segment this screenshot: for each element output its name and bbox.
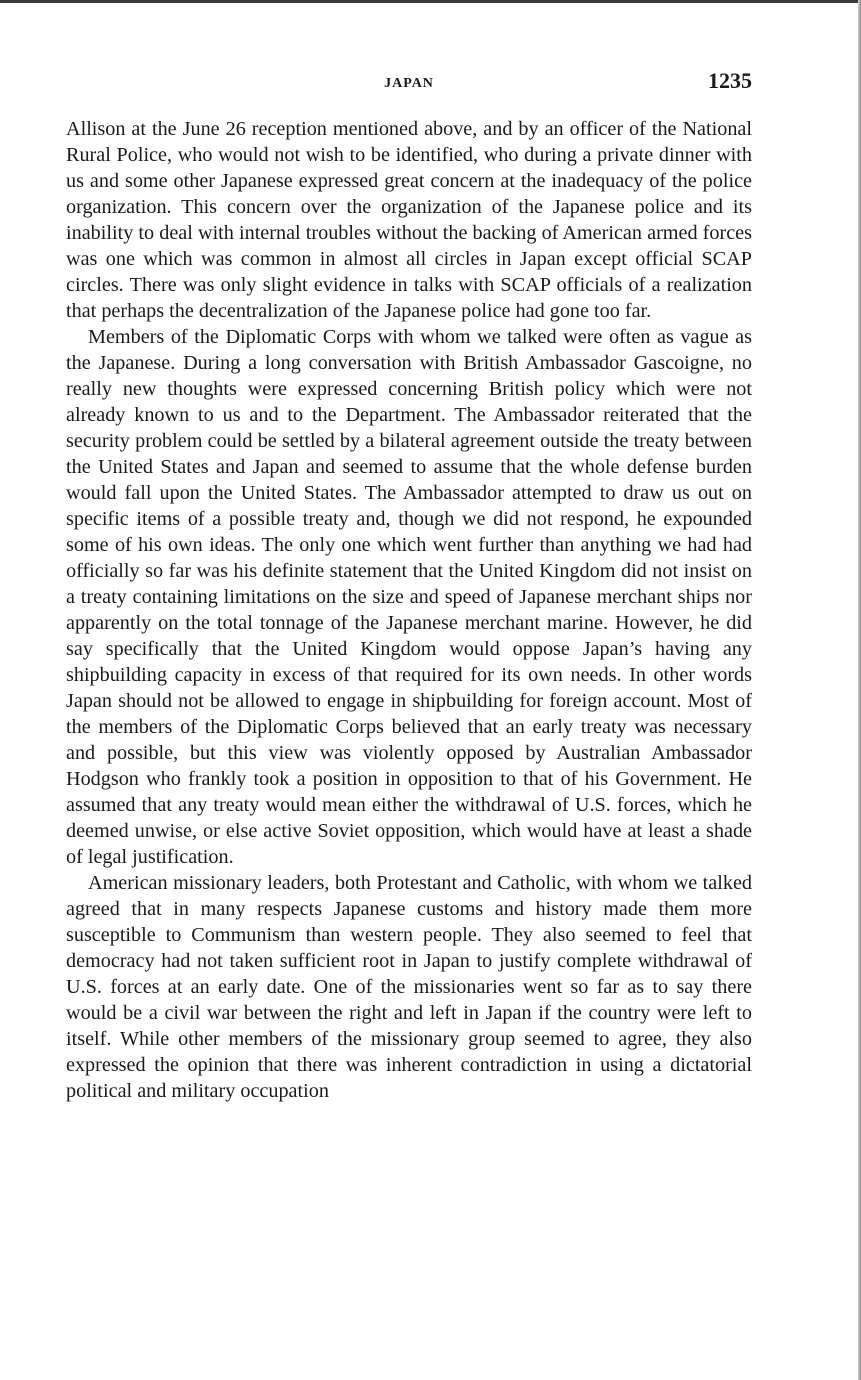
body-text <box>66 116 752 1104</box>
paragraph-diplomatic-corps: Members of the Diplomatic Corps with whom we talked were often as vague as the Japanese. During a long conversation with British Ambassador Gascoigne, no really new thoughts were expressed concerning British policy which were not already known to us and to the Department. The Ambassador reiterated that the security problem could be settled by a bilateral agreement outside the treaty between the United States and Japan and seemed to assume that the whole defense burden would fall upon the United States. The Ambassador attempted to draw us out on specific items of a possible treaty and, though we did not respond, he expounded some of his own ideas. The only one which went further than anything we had had officially so far was his definite statement that the United Kingdom did not insist on a treaty containing limitations on the size and speed of Japanese merchant ships nor apparently on the total tonnage of the Japanese merchant marine. However, he did say specifically that the United Kingdom would oppose Japan’s having any shipbuilding capacity in excess of that required for its own needs. In other words Japan should not be allowed to engage in shipbuilding for foreign account. Most of the members of the Diplomatic Corps believed that an early treaty was necessary and possible, but this view was violently opposed by Australian Ambassador Hodgson who frankly took a position in opposition to that of his Government. He assumed that any treaty would mean either the withdrawal of U.S. forces, which he deemed unwise, or else active Soviet opposition, which would have at least a shade of legal justification. <box>66 326 752 868</box>
running-head: JAPAN <box>384 76 434 91</box>
document-page <box>66 68 752 1104</box>
page-number: 1235 <box>708 68 752 93</box>
paragraph-continuation: Allison at the June 26 reception mentioned above, and by an officer of the National Rural Police, who would not wish to be identified, who during a private dinner with us and some other Japanese expressed great concern at the inadequacy of the police organization. This concern over the organization of the Japanese police and its inability to deal with internal troubles without the backing of American armed forces was one which was common in almost all circles in Japan except official SCAP circles. There was only slight evidence in talks with SCAP officials of a realization that perhaps the decentralization of the Japanese police had gone too far. <box>66 118 752 322</box>
paragraph-missionary-leaders: American missionary leaders, both Protestant and Catholic, with whom we talked agreed that in many respects Japanese customs and history made them more susceptible to Communism than western people. They also seemed to feel that democracy had not taken sufficient root in Japan to justify complete withdrawal of U.S. forces at an early date. One of the missionaries went so far as to say there would be a civil war between the right and left in Japan if the country were left to itself. While other members of the missionary group seemed to agree, they also expressed the opinion that there was inherent contradiction in using a dictatorial political and military occupation <box>66 872 752 1102</box>
scan-edge-top <box>0 0 861 3</box>
page-header <box>66 68 752 102</box>
